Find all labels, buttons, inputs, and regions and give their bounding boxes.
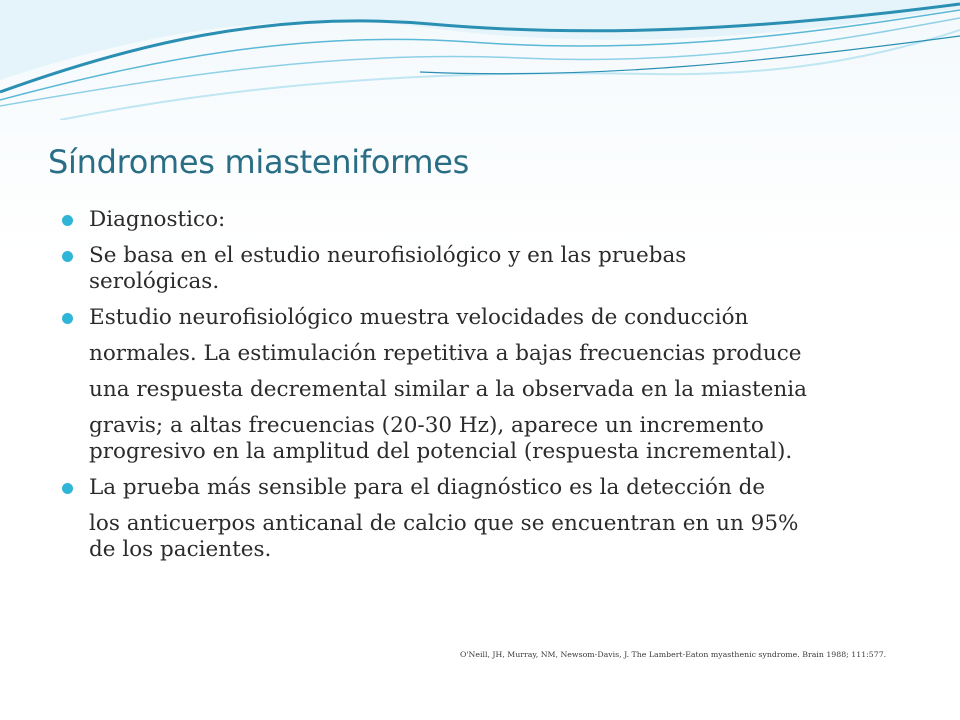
bullet-item [62,207,922,233]
bullet-item [62,475,922,563]
bullet-dot-icon [62,251,73,262]
bullet-item [62,243,922,295]
bullet-text: los anticuerpos anticanal de calcio que se encuentran en un 95% [89,511,799,536]
citation: O'Neill, JH, Murray, NM, Newsom-Davis, J. The Lambert-Eaton myasthenic syndrome. Brain 1988; 111:577. [460,650,887,659]
slide-title: Síndromes miasteniformes [48,143,470,181]
bullet-list [62,207,922,563]
bullet-dot-icon [62,313,73,324]
bullet-text: Se basa en el estudio neurofisiológico y en las pruebas [89,243,687,268]
bullet-text: una respuesta decremental similar a la observada en la miastenia [89,377,807,402]
bullet-text: Diagnostico: [89,207,226,232]
bullet-text: Estudio neurofisiológico muestra velocidades de conducción [89,305,749,330]
bullet-dot-icon [62,215,73,226]
bullet-item [62,305,922,465]
bullet-text: serológicas. [89,269,220,294]
bullet-text: progresivo en la amplitud del potencial (respuesta incremental). [89,439,793,464]
bullet-text: gravis; a altas frecuencias (20-30 Hz), aparece un incremento [89,413,764,438]
bullet-text: La prueba más sensible para el diagnóstico es la detección de [89,475,766,500]
bullet-text: normales. La estimulación repetitiva a bajas frecuencias produce [89,341,802,366]
bullet-dot-icon [62,483,73,494]
bullet-text: de los pacientes. [89,537,272,562]
decorative-wave-header [0,0,960,120]
